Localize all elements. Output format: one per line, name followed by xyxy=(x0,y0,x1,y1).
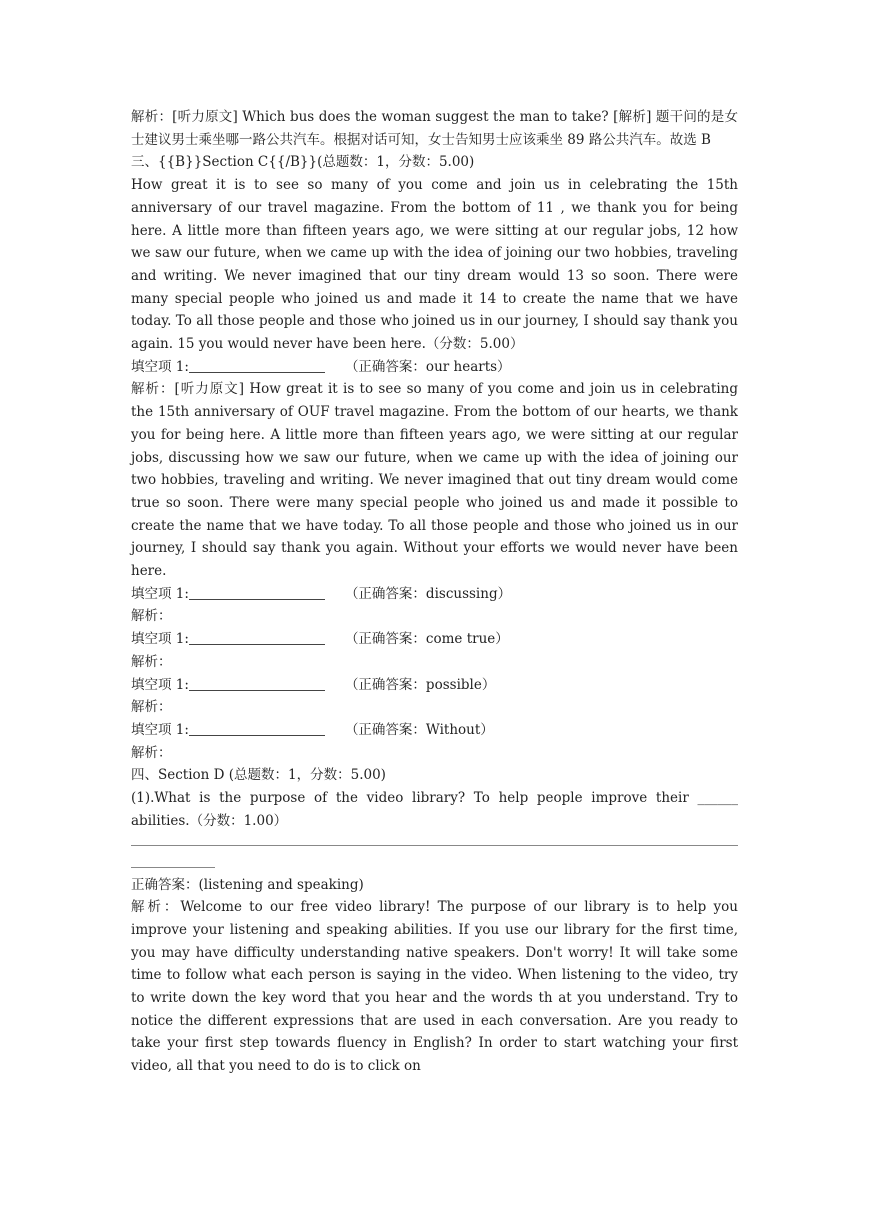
section-d-heading: 四、Section D (总题数：1，分数：5.00) xyxy=(131,767,386,784)
answer-blank-field[interactable] xyxy=(189,676,325,691)
section-c-heading: 三、{{B}}Section C{{/B}}(总题数：1，分数：5.00) xyxy=(131,154,475,171)
answer-blank-field[interactable] xyxy=(189,358,325,373)
blank-label: 填空项 1: xyxy=(131,721,189,738)
answer-line[interactable] xyxy=(131,845,738,846)
blank-item-13 xyxy=(131,628,738,651)
blank-label: 填空项 1: xyxy=(131,631,189,648)
blank-item-12 xyxy=(131,583,738,606)
analysis-label: 解析： xyxy=(131,608,172,625)
analysis-paragraph-bus: 解析：[听力原文] Which bus does the woman suggest the man to take? [解析] 题干问的是女士建议男士乘坐哪一路公共汽车。根据对话可知，女士告知男士应该乘坐 89 路公共汽车。故选 B xyxy=(131,109,738,148)
section-d-question: (1).What is the purpose of the video library? To help people improve their ______ abilities.（分数：1.00） xyxy=(131,790,738,829)
answer-blank-field[interactable] xyxy=(189,721,325,736)
section-c-passage: How great it is to see so many of you come and join us in celebrating the 15th anniversary of our travel magazine. From the bottom of 11 , we thank you for being here. A little more than fifteen years ago, we were sitting at our regular jobs, 12 how we saw our future, when we came up with the idea of joining our two hobbies, traveling and writing. We never imagined that our tiny dream would 13 so soon. There were many special people who joined us and made it 14 to create the name that we have today. To all those people and those who joined us in our journey, I should say thank you again. 15 you would never have been here.（分数：5.00） xyxy=(131,177,738,353)
analysis-label: 解析： xyxy=(131,699,172,716)
analysis-label: 解析： xyxy=(131,653,172,670)
answer-line-continuation xyxy=(131,867,215,868)
section-d-correct-answer: 正确答案：(listening and speaking) xyxy=(131,876,364,893)
document-page xyxy=(131,106,738,1078)
correct-answer: （正确答案：discussing） xyxy=(344,585,512,602)
analysis-label: 解析： xyxy=(131,744,172,761)
correct-answer: （正确答案：possible） xyxy=(344,676,496,693)
correct-answer: （正确答案：Without） xyxy=(344,721,494,738)
blank-label: 填空项 1: xyxy=(131,585,189,602)
blank-item-15 xyxy=(131,719,738,742)
answer-blank-field[interactable] xyxy=(189,585,325,600)
answer-blank-field[interactable] xyxy=(189,630,325,645)
correct-answer: （正确答案：our hearts） xyxy=(344,358,511,375)
analysis-paragraph-transcript: 解析：[听力原文] How great it is to see so many of you come and join us in celebrating the 15th anniversary of OUF travel magazine. From the bottom of our hearts, we thank you for being here. A little more than fifteen years ago, we were sitting at our regular jobs, discussing how we saw our future, when we came up with the idea of joining our two hobbies, traveling and writing. We never imagined that out tiny dream would come true so soon. There were many special people who joined us and made it possible to create the name that we have today. To all those people and those who joined us in our journey, I should say thank you again. Without your efforts we would never have been here. xyxy=(131,381,738,580)
section-d-analysis: 解析：Welcome to our free video library! The purpose of our library is to help you improve your listening and speaking abilities. If you use our library for the first time, you may have difficulty understanding native speakers. Don't worry! It will take some time to follow what each person is saying in the video. When listening to the video, try to write down the key word that you hear and the words th at you understand. Try to notice the different expressions that are used in each conversation. Are you ready to take your first step towards fluency in English? In order to start watching your first video, all that you need to do is to click on xyxy=(131,899,738,1075)
blank-label: 填空项 1: xyxy=(131,676,189,693)
blank-label: 填空项 1: xyxy=(131,358,189,375)
blank-item-14 xyxy=(131,674,738,697)
correct-answer: （正确答案：come true） xyxy=(344,631,509,648)
blank-item-11 xyxy=(131,356,738,379)
